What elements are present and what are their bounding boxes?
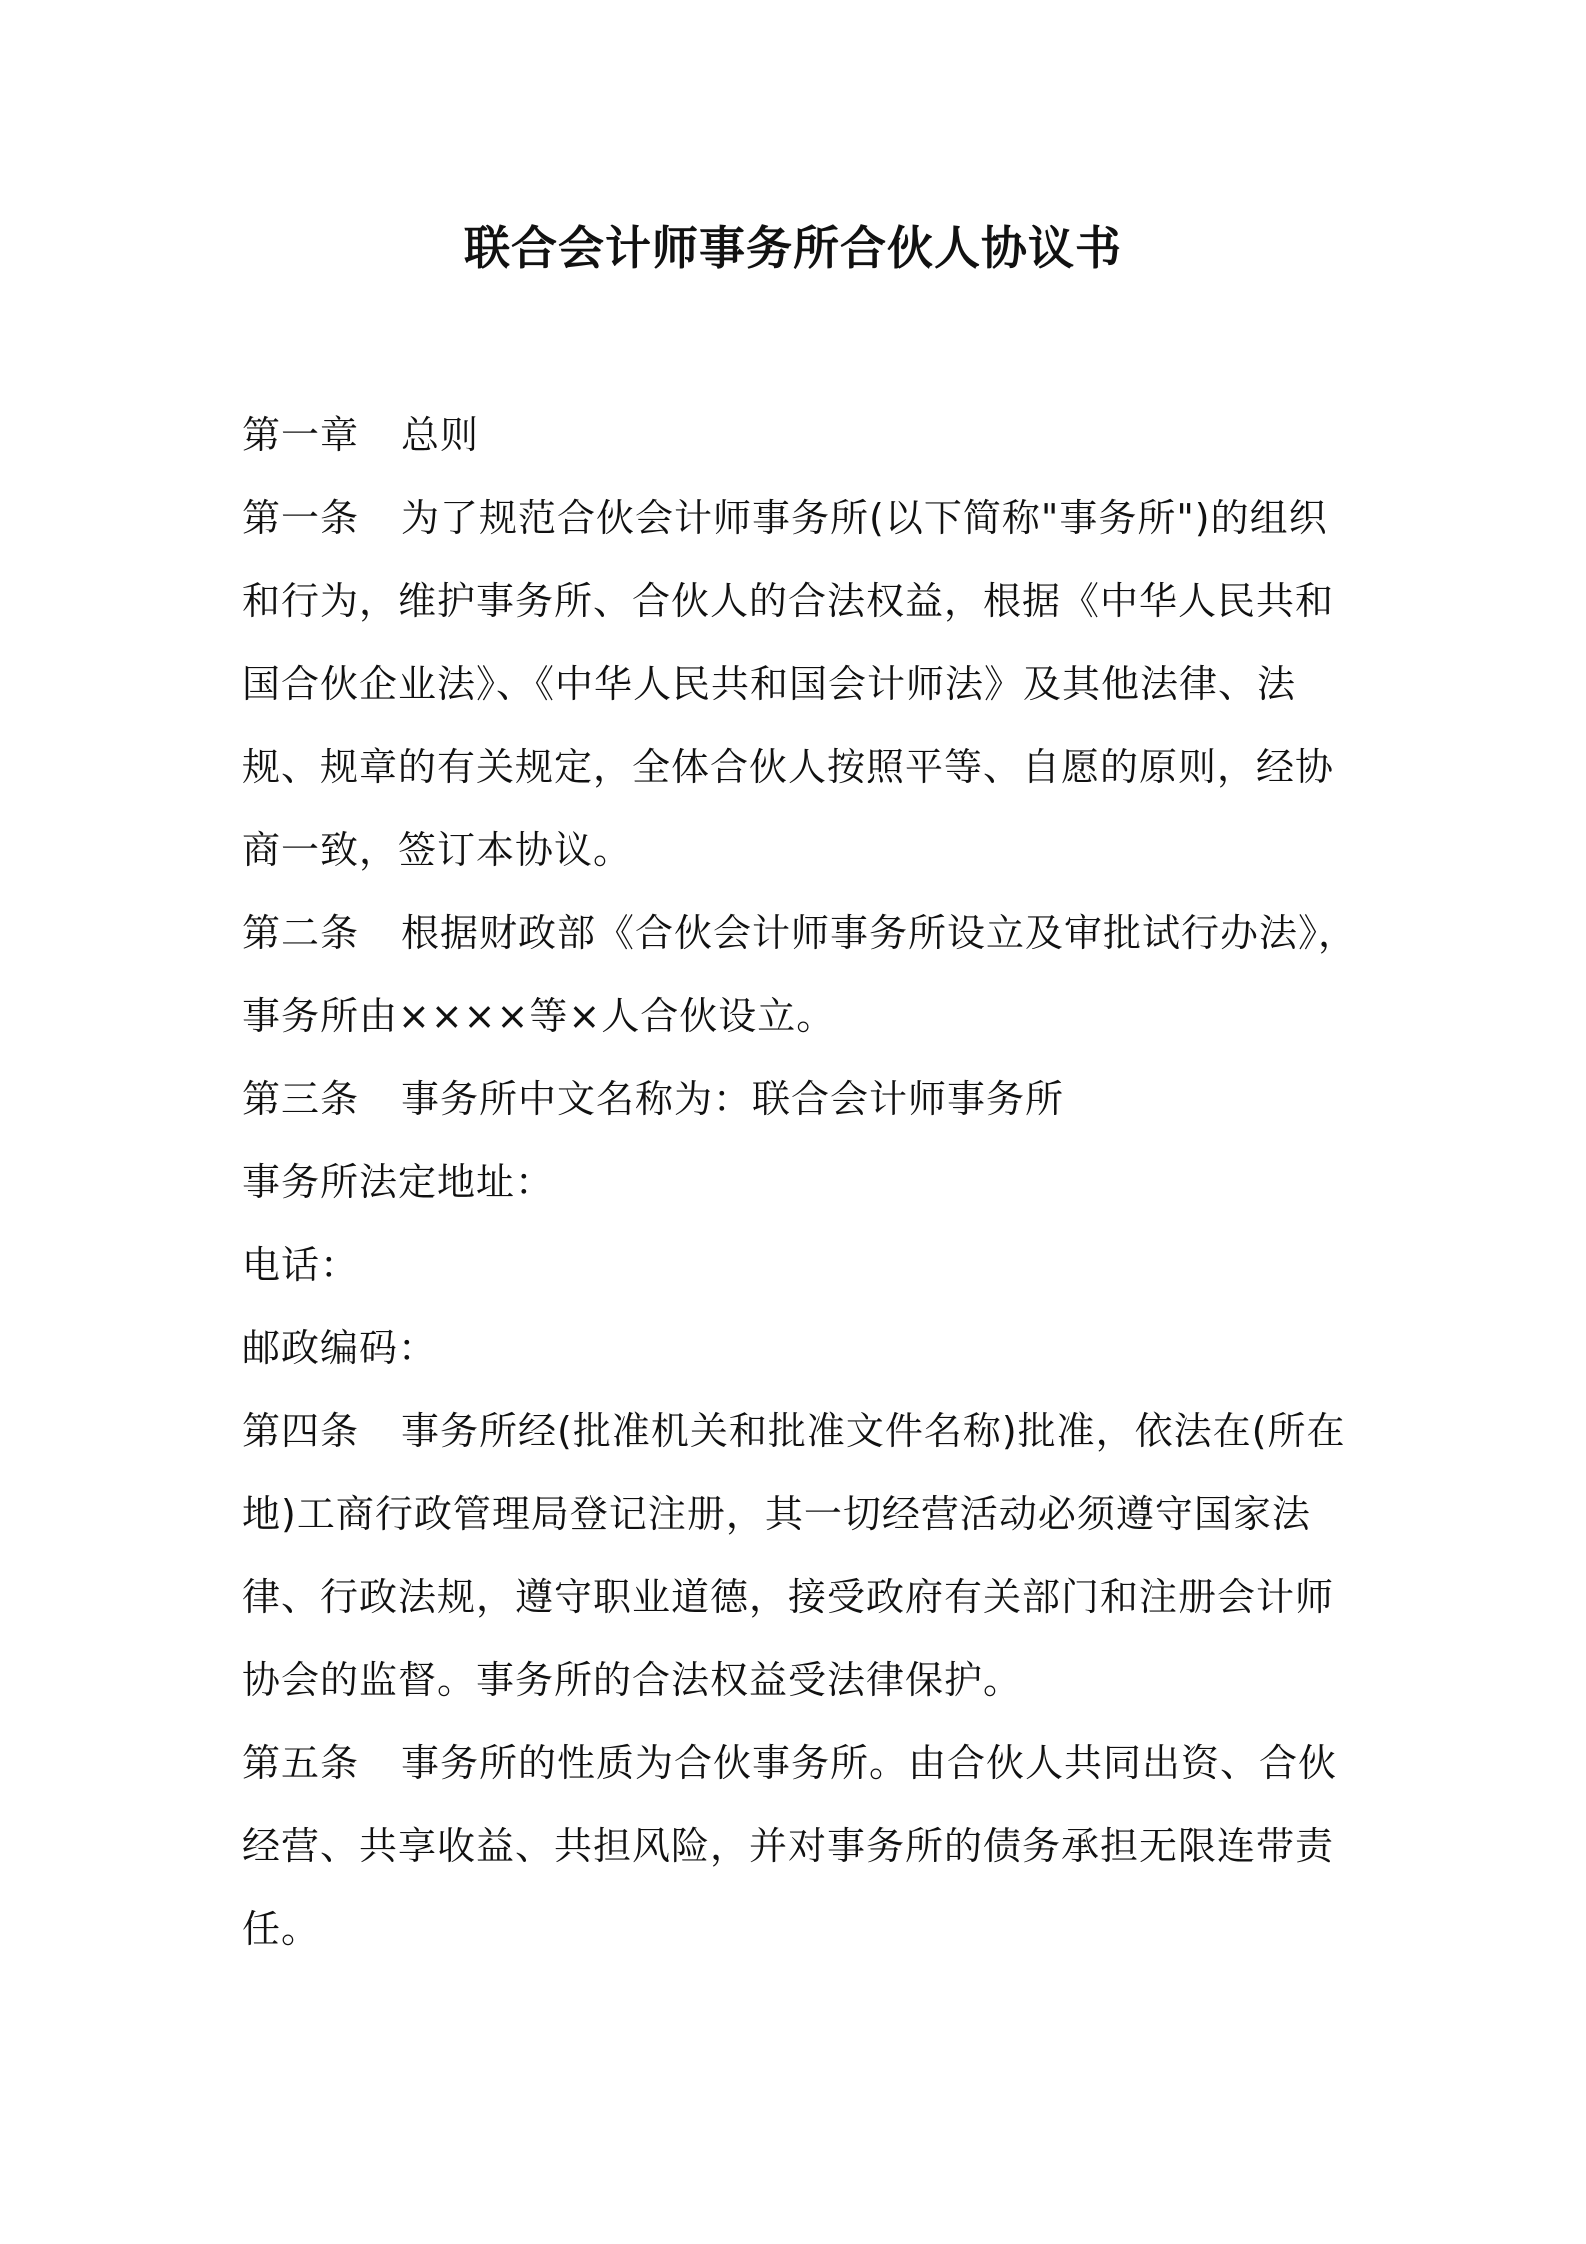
document-title: 联合会计师事务所合伙人协议书 — [464, 221, 1122, 275]
article-1 — [242, 477, 1362, 892]
article-text: 事务所经(批准机关和批准文件名称)批准，依法在(所在地)工商行政管理局登记注册，其一切经营活动必须遵守国家法律、行政法规，遵守职业道德，接受政府有关部门和注册会计师协会的监督。事务所的合法权益受法律保护。 — [242, 1409, 1346, 1702]
phone-line: 电话： — [242, 1243, 360, 1287]
article-text: 事务所的性质为合伙事务所。由合伙人共同出资、合伙经营、共享收益、共担风险，并对事务所的债务承担无限连带责任。 — [242, 1741, 1338, 1951]
chapter-name: 总则 — [401, 413, 480, 457]
chapter-heading — [242, 394, 1362, 477]
article-5 — [242, 1722, 1362, 1971]
article-label: 第二条 — [242, 911, 360, 955]
article-3 — [242, 1058, 1362, 1141]
address-line: 事务所法定地址： — [242, 1160, 555, 1204]
article-text: 根据财政部《合伙会计师事务所设立及审批试行办法》，事务所由××××等×人合伙设立。 — [242, 911, 1358, 1038]
article-2 — [242, 892, 1362, 1058]
postcode-line: 邮政编码： — [242, 1326, 438, 1370]
article-label: 第五条 — [242, 1741, 360, 1785]
article-4 — [242, 1390, 1362, 1722]
article-text: 事务所中文名称为：联合会计师事务所 — [401, 1077, 1065, 1121]
article-label: 第一条 — [242, 496, 360, 540]
document-body — [242, 394, 1362, 1971]
article-label: 第三条 — [242, 1077, 360, 1121]
article-label: 第四条 — [242, 1409, 360, 1453]
chapter-label: 第一章 — [242, 413, 360, 457]
article-text: 为了规范合伙会计师事务所(以下简称"事务所")的组织和行为，维护事务所、合伙人的合法权益，根据《中华人民共和国合伙企业法》、《中华人民共和国会计师法》及其他法律、法规、规章的有关规定，全体合伙人按照平等、自愿的原则，经协商一致，签订本协议。 — [242, 496, 1335, 872]
